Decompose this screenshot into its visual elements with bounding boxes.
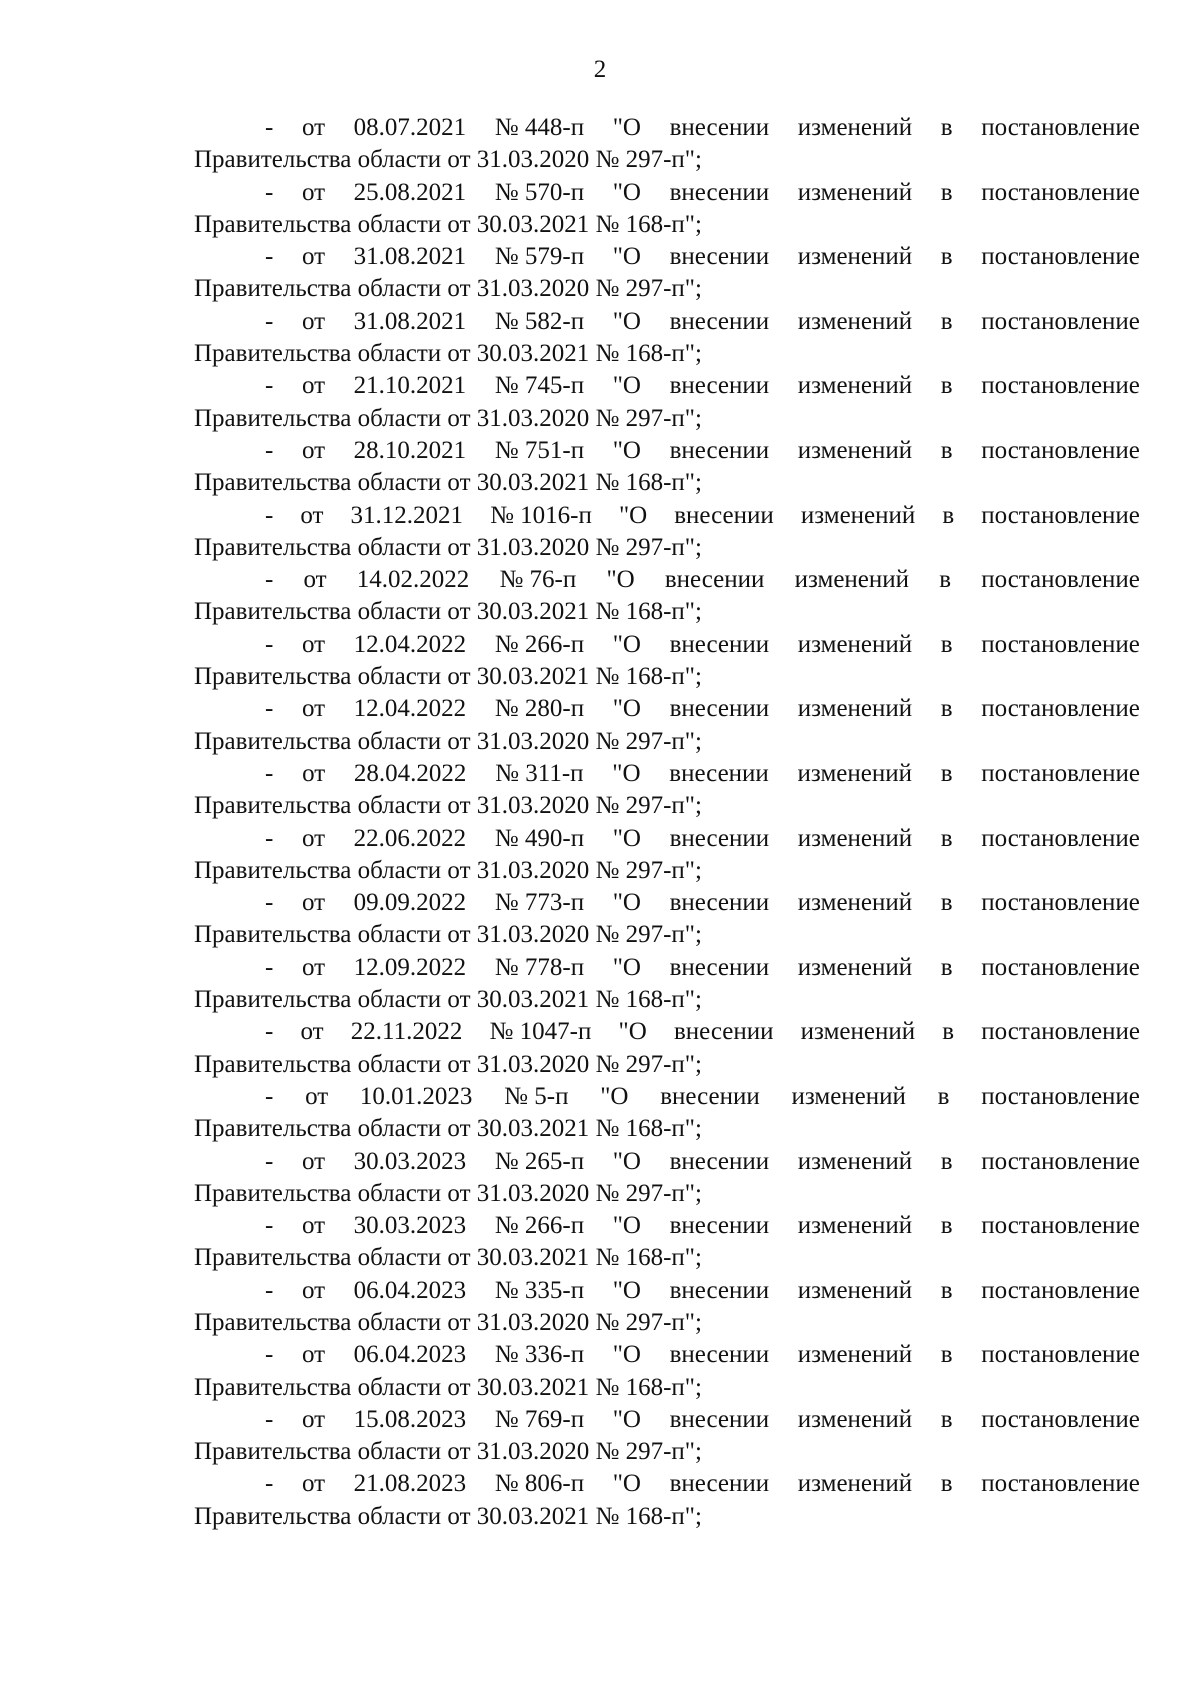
entry-first-line (194, 1210, 1140, 1242)
entry-title-word: внесении (669, 695, 770, 723)
entry-second-line: Правительства области от 31.03.2020 № 297-п"; (194, 146, 702, 174)
entry-title-word: "О (612, 889, 641, 917)
entry-title-word: постановление (981, 1147, 1140, 1175)
entry-title-word: "О (612, 1470, 641, 1498)
entry-title-word: постановление (981, 1470, 1140, 1498)
entry-number: № 778-п (494, 953, 585, 981)
entry-title-word: внесении (669, 1341, 770, 1369)
entry-ot: от (301, 1405, 326, 1433)
list-item (194, 629, 1140, 694)
entry-title-word: в (940, 307, 953, 335)
entry-title-word: внесении (673, 1018, 774, 1046)
entry-title-word: в (940, 1276, 953, 1304)
entry-number: № 582-п (494, 307, 585, 335)
entry-title-word: изменений (797, 824, 913, 852)
entry-first-line (194, 1468, 1140, 1500)
entry-title-word: постановление (981, 953, 1140, 981)
entry-title-word: изменений (797, 759, 912, 787)
entry-title-word: внесении (674, 501, 774, 529)
entry-ot: от (303, 566, 327, 594)
entry-title-word: внесении (669, 1470, 770, 1498)
entry-date: 21.08.2023 (353, 1470, 467, 1498)
entry-number: № 5-п (504, 1082, 569, 1110)
entry-second-line: Правительства области от 31.03.2020 № 297-п"; (194, 1050, 702, 1078)
entry-number: № 336-п (494, 1341, 585, 1369)
list-item (194, 1210, 1140, 1275)
list-item (194, 952, 1140, 1017)
entry-title-word: изменений (797, 889, 913, 917)
entry-dash: - (265, 889, 274, 917)
entry-title-word: внесении (669, 824, 770, 852)
entry-ot: от (301, 1470, 326, 1498)
entry-title-word: в (940, 1470, 953, 1498)
entry-number: № 76-п (499, 566, 577, 594)
entry-ot: от (301, 436, 326, 464)
entry-dash: - (265, 1276, 274, 1304)
entry-dash: - (265, 695, 274, 723)
entry-first-line (194, 241, 1140, 273)
entry-first-line (194, 693, 1140, 725)
entry-second-line: Правительства области от 31.03.2020 № 297-п"; (194, 727, 702, 755)
entry-dash: - (265, 1212, 274, 1240)
entry-ot: от (301, 953, 326, 981)
entry-title-word: в (942, 1018, 955, 1046)
entry-number: № 1016-п (490, 501, 592, 529)
list-item (194, 823, 1140, 888)
entry-date: 12.04.2022 (353, 630, 467, 658)
entry-title-word: постановление (981, 114, 1140, 141)
entry-title-word: "О (606, 566, 635, 594)
entry-title-word: в (940, 759, 953, 787)
entry-title-word: внесении (664, 566, 765, 594)
entry-dash: - (265, 953, 274, 981)
entry-title-word: постановление (981, 372, 1140, 400)
entry-first-line (194, 1081, 1140, 1113)
entry-title-word: постановление (981, 1212, 1140, 1240)
entry-second-line: Правительства области от 31.03.2020 № 297-п"; (194, 404, 702, 432)
entry-title-word: постановление (981, 824, 1140, 852)
list-item (194, 306, 1140, 371)
entry-number: № 579-п (494, 243, 585, 271)
entry-title-word: в (940, 630, 953, 658)
entry-title-word: внесении (669, 630, 770, 658)
entry-ot: от (301, 1276, 326, 1304)
entry-second-line: Правительства области от 30.03.2021 № 168-п"; (194, 598, 702, 626)
entry-number: № 745-п (494, 372, 585, 400)
entry-number: № 490-п (494, 824, 585, 852)
entry-ot: от (305, 1082, 329, 1110)
entry-dash: - (265, 501, 274, 529)
entry-title-word: в (940, 114, 953, 141)
entry-title-word: внесении (669, 372, 770, 400)
entry-ot: от (301, 1341, 326, 1369)
entry-first-line (194, 1016, 1140, 1048)
entry-title-word: изменений (797, 1341, 913, 1369)
entry-title-word: постановление (981, 1082, 1140, 1110)
entry-title-word: "О (612, 178, 641, 206)
list-item (194, 1339, 1140, 1404)
entry-title-word: в (940, 1405, 953, 1433)
entry-dash: - (265, 307, 274, 335)
entry-title-word: в (940, 1147, 953, 1175)
entry-title-word: "О (612, 759, 641, 787)
list-item (194, 1081, 1140, 1146)
entry-title-word: внесении (669, 889, 770, 917)
entry-title-word: постановление (981, 501, 1140, 529)
entry-first-line (194, 758, 1140, 790)
entry-title-word: внесении (669, 178, 770, 206)
list-item (194, 1404, 1140, 1469)
entry-first-line (194, 1404, 1140, 1436)
entry-number: № 806-п (494, 1470, 585, 1498)
entry-title-word: изменений (797, 1212, 913, 1240)
entry-title-word: изменений (797, 307, 913, 335)
entry-title-word: "О (612, 372, 641, 400)
entry-title-word: "О (612, 1341, 641, 1369)
entry-number: № 266-п (494, 1212, 585, 1240)
entry-title-word: "О (612, 1147, 641, 1175)
entry-first-line (194, 887, 1140, 919)
entry-title-word: в (940, 889, 953, 917)
entry-ot: от (301, 1147, 326, 1175)
entry-title-word: постановление (981, 243, 1140, 271)
entry-title-word: в (940, 953, 953, 981)
entry-first-line (194, 1146, 1140, 1178)
entry-title-word: изменений (797, 243, 913, 271)
list-item (194, 112, 1140, 177)
entry-dash: - (265, 1341, 274, 1369)
entry-ot: от (301, 630, 326, 658)
entry-second-line: Правительства области от 30.03.2021 № 168-п"; (194, 210, 702, 238)
entry-dash: - (265, 436, 274, 464)
entry-date: 06.04.2023 (353, 1276, 467, 1304)
entry-second-line: Правительства области от 30.03.2021 № 168-п"; (194, 1244, 702, 1272)
entry-dash: - (265, 1470, 274, 1498)
entry-second-line: Правительства области от 31.03.2020 № 297-п"; (194, 275, 702, 303)
list-item (194, 500, 1140, 565)
entry-first-line (194, 435, 1140, 467)
entry-date: 31.08.2021 (353, 307, 467, 335)
entry-ot: от (302, 759, 326, 787)
entry-title-word: в (940, 372, 953, 400)
entry-first-line (194, 1275, 1140, 1307)
entry-first-line (194, 564, 1140, 596)
entry-title-word: в (942, 501, 955, 529)
entry-title-word: внесении (669, 114, 770, 141)
document-body (194, 112, 1140, 1533)
entry-dash: - (265, 178, 274, 206)
entry-title-word: в (940, 824, 953, 852)
entry-title-word: "О (612, 307, 641, 335)
entry-second-line: Правительства области от 31.03.2020 № 297-п"; (194, 1308, 702, 1336)
list-item (194, 564, 1140, 629)
entry-title-word: постановление (981, 1405, 1140, 1433)
entry-title-word: изменений (797, 695, 913, 723)
entry-number: № 773-п (494, 889, 585, 917)
entry-date: 14.02.2022 (356, 566, 470, 594)
entry-title-word: изменений (797, 953, 913, 981)
entry-title-word: "О (612, 114, 641, 141)
entry-title-word: постановление (981, 1341, 1140, 1369)
entry-title-word: "О (612, 824, 641, 852)
entry-second-line: Правительства области от 30.03.2021 № 168-п"; (194, 1115, 702, 1143)
entry-date: 28.04.2022 (353, 759, 467, 787)
entry-ot: от (300, 1018, 324, 1046)
entry-dash: - (265, 824, 274, 852)
entry-number: № 448-п (494, 114, 585, 141)
entry-second-line: Правительства области от 31.03.2020 № 297-п"; (194, 1438, 702, 1466)
entry-title-word: внесении (669, 436, 770, 464)
entry-number: № 751-п (494, 436, 585, 464)
entry-second-line: Правительства области от 31.03.2020 № 297-п"; (194, 792, 702, 820)
list-item (194, 1016, 1140, 1081)
entry-title-word: изменений (797, 1405, 913, 1433)
entry-dash: - (265, 759, 274, 787)
entry-title-word: изменений (797, 178, 913, 206)
entry-first-line (194, 500, 1140, 532)
entry-ot: от (301, 889, 326, 917)
entry-title-word: внесении (669, 1276, 770, 1304)
entry-title-word: изменений (800, 501, 916, 529)
entry-ot: от (301, 114, 326, 141)
entry-dash: - (265, 243, 274, 271)
list-item (194, 758, 1140, 823)
entry-title-word: изменений (797, 372, 913, 400)
entry-ot: от (301, 243, 326, 271)
entry-title-word: "О (612, 436, 641, 464)
entry-date: 08.07.2021 (353, 114, 467, 141)
entry-title-word: внесении (669, 1212, 770, 1240)
entry-ot: от (301, 824, 326, 852)
entry-date: 06.04.2023 (353, 1341, 467, 1369)
entry-title-word: внесении (669, 1405, 770, 1433)
list-item (194, 370, 1140, 435)
list-item (194, 693, 1140, 758)
entry-date: 15.08.2023 (353, 1405, 467, 1433)
entry-title-word: постановление (981, 1018, 1140, 1046)
entry-title-word: изменений (791, 1082, 906, 1110)
entry-title-word: внесении (669, 243, 770, 271)
entry-date: 22.06.2022 (353, 824, 467, 852)
entry-date: 30.03.2023 (353, 1212, 467, 1240)
entry-ot: от (301, 307, 326, 335)
entry-title-word: в (940, 1212, 953, 1240)
entry-title-word: внесении (669, 307, 770, 335)
entry-dash: - (265, 630, 274, 658)
entry-first-line (194, 629, 1140, 661)
entry-first-line (194, 823, 1140, 855)
entry-second-line: Правительства области от 31.03.2020 № 297-п"; (194, 533, 702, 561)
entry-date: 09.09.2022 (353, 889, 467, 917)
entry-second-line: Правительства области от 30.03.2021 № 168-п"; (194, 469, 702, 497)
entry-dash: - (265, 114, 274, 141)
entry-title-word: изменений (794, 566, 910, 594)
list-item (194, 1468, 1140, 1533)
entry-first-line (194, 1339, 1140, 1371)
entry-title-word: изменений (797, 630, 913, 658)
entry-second-line: Правительства области от 31.03.2020 № 297-п"; (194, 921, 702, 949)
entry-title-word: изменений (800, 1018, 916, 1046)
entry-title-word: в (940, 695, 953, 723)
entry-title-word: изменений (797, 436, 913, 464)
entry-title-word: изменений (797, 1276, 913, 1304)
entry-number: № 265-п (494, 1147, 585, 1175)
entry-title-word: изменений (797, 1470, 913, 1498)
entry-dash: - (265, 1082, 274, 1110)
entry-date: 30.03.2023 (353, 1147, 467, 1175)
entry-second-line: Правительства области от 30.03.2021 № 168-п"; (194, 1373, 702, 1401)
entry-dash: - (265, 372, 274, 400)
entry-title-word: "О (612, 630, 641, 658)
entry-ot: от (301, 372, 326, 400)
entry-title-word: в (937, 1082, 950, 1110)
entry-title-word: внесении (669, 953, 770, 981)
entry-title-word: постановление (981, 178, 1140, 206)
entry-title-word: "О (618, 1018, 647, 1046)
entry-date: 12.04.2022 (353, 695, 467, 723)
entry-first-line (194, 177, 1140, 209)
entry-title-word: "О (600, 1082, 629, 1110)
entry-title-word: постановление (981, 889, 1140, 917)
entry-title-word: постановление (981, 436, 1140, 464)
entry-title-word: постановление (981, 566, 1140, 594)
list-item (194, 435, 1140, 500)
entry-dash: - (265, 1405, 274, 1433)
entry-date: 28.10.2021 (353, 436, 467, 464)
entry-date: 10.01.2023 (359, 1082, 473, 1110)
list-item (194, 241, 1140, 306)
entry-first-line (194, 112, 1140, 144)
entry-title-word: изменений (797, 114, 913, 141)
entry-second-line: Правительства области от 30.03.2021 № 168-п"; (194, 986, 702, 1014)
entry-second-line: Правительства области от 30.03.2021 № 168-п"; (194, 663, 702, 691)
entry-number: № 769-п (494, 1405, 585, 1433)
entry-dash: - (265, 1018, 274, 1046)
entry-date: 25.08.2021 (353, 178, 467, 206)
entry-number: № 280-п (494, 695, 585, 723)
entry-title-word: постановление (981, 759, 1140, 787)
entry-second-line: Правительства области от 30.03.2021 № 168-п"; (194, 340, 702, 368)
entry-title-word: "О (612, 1212, 641, 1240)
entry-second-line: Правительства области от 30.03.2021 № 168-п"; (194, 1502, 702, 1530)
entry-title-word: в (940, 1341, 953, 1369)
entry-title-word: "О (612, 1405, 641, 1433)
list-item (194, 177, 1140, 242)
entry-title-word: внесении (669, 759, 769, 787)
list-item (194, 887, 1140, 952)
entry-first-line (194, 952, 1140, 984)
entry-number: № 266-п (494, 630, 585, 658)
entry-ot: от (301, 695, 326, 723)
entry-number: № 570-п (494, 178, 585, 206)
entry-title-word: изменений (797, 1147, 913, 1175)
entry-title-word: внесении (660, 1082, 760, 1110)
entry-first-line (194, 306, 1140, 338)
entry-title-word: "О (618, 501, 648, 529)
entry-second-line: Правительства области от 31.03.2020 № 297-п"; (194, 1179, 702, 1207)
entry-first-line (194, 370, 1140, 402)
entry-ot: от (300, 501, 324, 529)
entry-date: 22.11.2022 (350, 1018, 463, 1046)
entry-title-word: в (940, 178, 953, 206)
entry-title-word: постановление (981, 695, 1140, 723)
entry-ot: от (301, 178, 326, 206)
entry-title-word: "О (612, 243, 641, 271)
entry-dash: - (265, 566, 274, 594)
entry-dash: - (265, 1147, 274, 1175)
entry-number: № 311-п (495, 759, 584, 787)
page-number: 2 (593, 56, 607, 83)
entry-title-word: постановление (981, 1276, 1140, 1304)
entry-title-word: "О (612, 953, 641, 981)
entry-title-word: постановление (981, 307, 1140, 335)
entry-date: 12.09.2022 (353, 953, 467, 981)
entry-title-word: внесении (669, 1147, 770, 1175)
entry-title-word: "О (612, 695, 641, 723)
entry-title-word: в (940, 243, 953, 271)
entry-number: № 335-п (494, 1276, 585, 1304)
entry-title-word: постановление (981, 630, 1140, 658)
entry-date: 21.10.2021 (353, 372, 467, 400)
entry-title-word: "О (612, 1276, 641, 1304)
entry-second-line: Правительства области от 31.03.2020 № 297-п"; (194, 856, 702, 884)
entry-ot: от (301, 1212, 326, 1240)
entry-title-word: в (939, 566, 952, 594)
entry-date: 31.08.2021 (353, 243, 467, 271)
list-item (194, 1146, 1140, 1211)
entry-title-word: в (940, 436, 953, 464)
entry-number: № 1047-п (489, 1018, 592, 1046)
list-item (194, 1275, 1140, 1340)
entry-date: 31.12.2021 (350, 501, 464, 529)
